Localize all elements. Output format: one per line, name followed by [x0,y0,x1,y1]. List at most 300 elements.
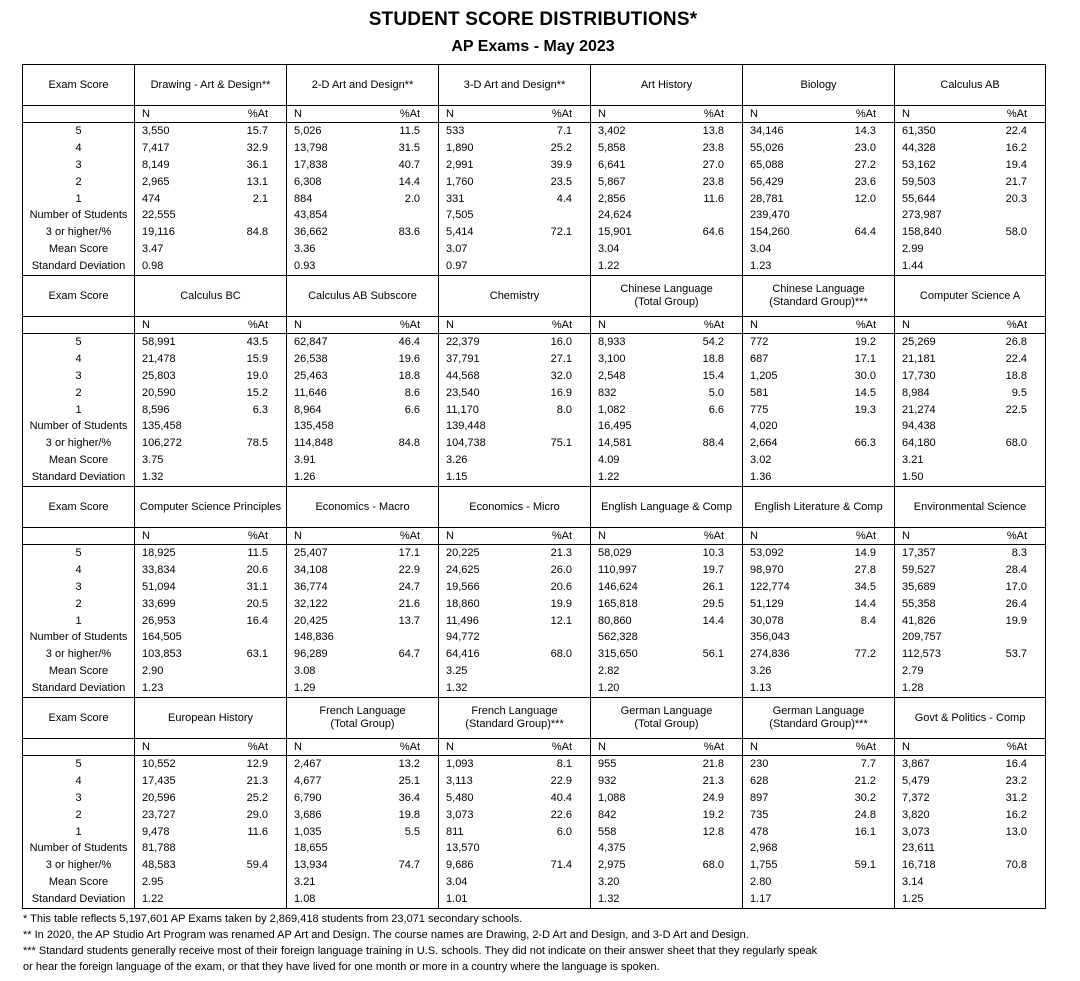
summary-row [23,874,1046,891]
score-percent: 8.4 [860,614,877,627]
score-percent: 28.4 [981,562,1046,579]
exam-name-line: European History [168,711,253,724]
students-count-percent [525,207,591,224]
three-or-higher-percent: 70.8 [981,857,1046,874]
score-label: 1 [23,824,135,841]
mean-score-percent [829,663,895,680]
standard-deviation: 1.32 [591,891,677,908]
students-count-percent [829,207,895,224]
score-percent: 14.4 [702,614,725,627]
score-label: 2 [23,174,135,191]
score-count: 1,093 [439,756,525,773]
score-count: 36,774 [287,579,373,596]
score-percent: 54.2 [702,335,725,348]
exam-name-header [895,698,1046,739]
score-label: 4 [23,140,135,157]
table-row [23,545,1046,562]
three-or-higher-percent: 53.7 [981,646,1046,663]
three-or-higher: 9,686 [439,857,525,874]
students-count-percent [829,841,895,858]
summary-label: Standard Deviation [23,258,135,275]
summary-label: 3 or higher/% [23,224,135,241]
exam-name-line: Computer Science A [919,289,1021,302]
score-count: 11,646 [287,385,373,402]
students-count-percent [373,418,439,435]
score-label: 4 [23,773,135,790]
score-percent: 2.1 [252,192,269,205]
summary-label: Mean Score [23,663,135,680]
score-percent: 20.5 [246,597,269,610]
summary-row [23,629,1046,646]
score-percent: 18.8 [702,352,725,365]
students-count-percent [373,207,439,224]
standard-deviation: 1.32 [439,680,525,697]
score-count: 884 [287,191,373,208]
students-count: 16,495 [591,418,677,435]
score-count: 53,162 [895,157,981,174]
students-count: 43,854 [287,207,373,224]
pct-header: %At [221,317,287,334]
students-count-percent [373,629,439,646]
score-percent: 6.6 [404,403,421,416]
score-percent: 16.1 [854,825,877,838]
pct-header: %At [221,528,287,545]
score-count: 6,308 [287,174,373,191]
pct-header: %At [373,528,439,545]
pct-header: %At [677,739,743,756]
score-count: 2,991 [439,157,525,174]
three-or-higher: 19,116 [135,224,221,241]
three-or-higher-percent: 64.4 [854,226,877,239]
students-count-percent [525,629,591,646]
exam-name-line: English Language & Comp [601,500,732,513]
score-percent: 12.9 [246,757,269,770]
standard-deviation-percent [677,469,743,486]
exam-name-line: Chinese Language [620,283,713,296]
standard-deviation: 1.28 [895,680,981,697]
mean-score: 3.04 [743,241,829,258]
mean-score: 2.80 [743,874,829,891]
students-count-percent [829,629,895,646]
pct-header: %At [981,528,1046,545]
standard-deviation: 1.23 [743,258,829,275]
summary-row [23,224,1046,241]
summary-label: Standard Deviation [23,680,135,697]
score-label: 2 [23,596,135,613]
score-count: 6,641 [591,157,677,174]
three-or-higher-percent: 59.4 [246,859,269,872]
score-percent: 19.4 [981,157,1046,174]
score-count: 2,965 [135,174,221,191]
score-count: 5,858 [591,140,677,157]
score-count: 687 [743,351,829,368]
exam-name-header [439,65,591,106]
score-percent: 16.2 [981,140,1046,157]
exam-name-header [135,65,287,106]
score-count: 37,791 [439,351,525,368]
standard-deviation: 1.36 [743,469,829,486]
n-header: N [895,528,981,545]
pct-header: %At [373,317,439,334]
three-or-higher: 1,755 [743,857,829,874]
score-percent: 40.7 [398,158,421,171]
mean-score-percent [525,241,591,258]
three-or-higher-percent: 68.0 [981,435,1046,452]
exam-name-header [591,276,743,317]
exam-name-header [287,65,439,106]
table-row [23,562,1046,579]
students-count: 164,505 [135,629,221,646]
score-count: 17,357 [895,545,981,562]
three-or-higher: 2,664 [743,435,829,452]
blank-cell [23,317,135,334]
exam-name-header [591,487,743,528]
exam-name-line: (Standard Group)*** [769,296,868,309]
score-percent: 5.0 [708,386,725,399]
score-count: 772 [743,334,829,351]
score-percent: 18.8 [981,368,1046,385]
three-or-higher: 103,853 [135,646,221,663]
score-percent: 19.0 [246,369,269,382]
n-header: N [287,739,373,756]
mean-score-percent [677,874,743,891]
mean-score-percent [829,452,895,469]
score-count: 775 [743,402,829,419]
summary-label: Mean Score [23,874,135,891]
exam-name-header [135,487,287,528]
score-percent: 23.6 [854,175,877,188]
score-count: 58,991 [135,334,221,351]
exam-name-line: Computer Science Principles [139,500,282,513]
score-percent: 13.1 [246,175,269,188]
students-count: 13,570 [439,841,525,858]
students-count: 18,655 [287,841,373,858]
three-or-higher-percent: 68.0 [550,648,573,661]
score-percent: 22.4 [981,123,1046,140]
score-percent: 6.3 [252,403,269,416]
score-percent: 2.0 [404,192,421,205]
standard-deviation-percent [981,258,1046,275]
footnotes [23,911,1043,975]
column-header-row [23,739,1046,756]
score-count: 55,026 [743,140,829,157]
summary-row [23,435,1046,452]
exam-name-line: Chinese Language [772,283,865,296]
score-percent: 14.3 [854,124,877,137]
column-header-row [23,106,1046,123]
n-header: N [743,317,829,334]
exam-name-line: Environmental Science [913,500,1027,513]
three-or-higher: 5,414 [439,224,525,241]
standard-deviation: 1.20 [591,680,677,697]
students-count: 135,458 [287,418,373,435]
exam-name-line: (Total Group) [330,718,395,731]
score-label: 3 [23,157,135,174]
score-count: 3,402 [591,123,677,140]
students-count: 135,458 [135,418,221,435]
pct-header: %At [981,106,1046,123]
score-count: 4,677 [287,773,373,790]
score-count: 51,129 [743,596,829,613]
n-header: N [743,106,829,123]
pct-header: %At [373,106,439,123]
exam-name-header [895,487,1046,528]
score-count: 932 [591,773,677,790]
score-percent: 39.9 [550,158,573,171]
three-or-higher-percent: 63.1 [246,648,269,661]
summary-row [23,469,1046,486]
students-count-percent [677,841,743,858]
score-percent: 31.2 [981,790,1046,807]
score-percent: 7.7 [860,757,877,770]
exam-name-header [135,698,287,739]
score-count: 53,092 [743,545,829,562]
n-header: N [895,317,981,334]
exam-name-line: Drawing - Art & Design** [150,78,271,91]
score-percent: 19.8 [398,808,421,821]
n-header: N [439,106,525,123]
score-count: 18,925 [135,545,221,562]
three-or-higher: 14,581 [591,435,677,452]
mean-score: 2.99 [895,241,981,258]
n-header: N [287,317,373,334]
n-header: N [439,739,525,756]
mean-score-percent [221,663,287,680]
students-count: 23,611 [895,841,981,858]
summary-label: Standard Deviation [23,891,135,908]
score-count: 17,730 [895,368,981,385]
summary-row [23,891,1046,908]
exam-name-header [743,698,895,739]
score-count: 1,205 [743,368,829,385]
pct-header: %At [829,317,895,334]
students-count-percent [525,841,591,858]
score-count: 28,781 [743,191,829,208]
score-count: 955 [591,756,677,773]
n-header: N [895,106,981,123]
score-percent: 11.5 [247,546,269,559]
three-or-higher-percent: 58.0 [981,224,1046,241]
pct-header: %At [677,528,743,545]
score-percent: 14.5 [854,386,877,399]
score-count: 8,596 [135,402,221,419]
mean-score: 3.04 [439,874,525,891]
mean-score-percent [677,241,743,258]
score-count: 7,417 [135,140,221,157]
score-percent: 36.4 [398,791,421,804]
n-header: N [743,528,829,545]
mean-score: 2.79 [895,663,981,680]
score-percent: 8.0 [556,403,573,416]
score-count: 628 [743,773,829,790]
blank-cell [23,106,135,123]
three-or-higher: 16,718 [895,857,981,874]
score-count: 80,860 [591,613,677,630]
exam-name-header [439,276,591,317]
score-percent: 17.1 [854,352,877,365]
score-percent: 7.1 [556,124,573,137]
score-count: 34,108 [287,562,373,579]
score-percent: 21.8 [702,757,725,770]
three-or-higher-percent: 66.3 [854,437,877,450]
three-or-higher-percent: 72.1 [550,226,573,239]
three-or-higher: 106,272 [135,435,221,452]
score-count: 1,082 [591,402,677,419]
score-percent: 9.5 [981,385,1046,402]
exam-name-line: Govt & Politics - Comp [914,711,1026,724]
students-count: 22,555 [135,207,221,224]
students-count: 4,375 [591,841,677,858]
mean-score-percent [525,874,591,891]
standard-deviation: 0.98 [135,258,221,275]
mean-score-percent [981,663,1046,680]
standard-deviation-percent [981,469,1046,486]
three-or-higher-percent: 84.8 [398,437,421,450]
students-count-percent [981,841,1046,858]
standard-deviation: 1.17 [743,891,829,908]
score-percent: 19.2 [854,335,877,348]
mean-score: 3.04 [591,241,677,258]
score-count: 8,964 [287,402,373,419]
score-count: 478 [743,824,829,841]
exam-score-header: Exam Score [23,65,135,106]
summary-row [23,646,1046,663]
exam-name-header [439,698,591,739]
score-count: 3,100 [591,351,677,368]
score-count: 1,088 [591,790,677,807]
score-count: 32,122 [287,596,373,613]
score-percent: 22.9 [550,774,573,787]
score-percent: 26.4 [981,596,1046,613]
score-count: 30,078 [743,613,829,630]
exam-name-line: Art History [640,78,693,91]
exam-name-header [743,65,895,106]
standard-deviation-percent [525,680,591,697]
score-count: 8,149 [135,157,221,174]
score-percent: 16.0 [550,335,573,348]
pct-header: %At [525,317,591,334]
score-count: 21,181 [895,351,981,368]
mean-score-percent [981,874,1046,891]
score-count: 146,624 [591,579,677,596]
three-or-higher-percent: 75.1 [550,437,573,450]
exam-name-line: (Standard Group)*** [769,718,868,731]
three-or-higher-percent: 68.0 [702,859,725,872]
standard-deviation: 1.25 [895,891,981,908]
students-count: 7,505 [439,207,525,224]
exam-name-header [287,487,439,528]
score-count: 2,467 [287,756,373,773]
score-count: 25,269 [895,334,981,351]
students-count-percent [981,418,1046,435]
three-or-higher-percent: 64.7 [398,648,421,661]
exam-header-row [23,698,1046,739]
pct-header: %At [829,106,895,123]
score-count: 1,760 [439,174,525,191]
score-count: 122,774 [743,579,829,596]
exam-score-header: Exam Score [23,698,135,739]
exam-name-header [591,65,743,106]
score-count: 3,073 [439,807,525,824]
score-percent: 19.7 [702,563,725,576]
n-header: N [287,106,373,123]
score-percent: 13.8 [702,124,725,137]
score-percent: 5.5 [404,825,421,838]
score-count: 25,407 [287,545,373,562]
students-count-percent [221,207,287,224]
score-percent: 19.9 [981,613,1046,630]
summary-label: Number of Students [23,418,135,435]
column-header-row [23,528,1046,545]
three-or-higher-percent: 74.7 [398,859,421,872]
score-count: 832 [591,385,677,402]
score-percent: 20.3 [981,191,1046,208]
score-count: 23,540 [439,385,525,402]
standard-deviation-percent [677,258,743,275]
score-percent: 23.2 [981,773,1046,790]
standard-deviation: 1.22 [591,258,677,275]
score-percent: 11.6 [247,825,269,838]
pct-header: %At [525,106,591,123]
exam-name-line: Economics - Micro [469,500,560,513]
score-count: 55,358 [895,596,981,613]
score-count: 59,503 [895,174,981,191]
exam-name-header [135,276,287,317]
score-label: 3 [23,790,135,807]
score-percent: 13.7 [398,614,421,627]
standard-deviation-percent [221,891,287,908]
score-percent: 22.6 [550,808,573,821]
score-count: 1,035 [287,824,373,841]
three-or-higher-percent: 88.4 [702,437,725,450]
score-count: 41,826 [895,613,981,630]
n-header: N [135,739,221,756]
exam-name-header [895,65,1046,106]
score-label: 2 [23,385,135,402]
standard-deviation: 1.08 [287,891,373,908]
score-label: 5 [23,123,135,140]
score-percent: 12.1 [550,614,573,627]
score-percent: 29.0 [246,808,269,821]
summary-row [23,241,1046,258]
score-count: 11,496 [439,613,525,630]
score-percent: 27.0 [702,158,725,171]
mean-score-percent [525,452,591,469]
students-count: 148,836 [287,629,373,646]
score-count: 55,644 [895,191,981,208]
three-or-higher: 64,180 [895,435,981,452]
score-percent: 32.9 [246,141,269,154]
score-count: 3,113 [439,773,525,790]
standard-deviation-percent [373,680,439,697]
n-header: N [287,528,373,545]
three-or-higher-percent: 64.6 [702,226,725,239]
score-percent: 24.7 [398,580,421,593]
mean-score-percent [829,874,895,891]
n-header: N [743,739,829,756]
table-row [23,773,1046,790]
score-count: 474 [135,191,221,208]
score-count: 10,552 [135,756,221,773]
exam-name-header [591,698,743,739]
score-percent: 46.4 [398,335,421,348]
score-label: 3 [23,368,135,385]
score-percent: 21.6 [398,597,421,610]
n-header: N [439,528,525,545]
mean-score-percent [373,241,439,258]
students-count-percent [677,629,743,646]
standard-deviation-percent [677,680,743,697]
